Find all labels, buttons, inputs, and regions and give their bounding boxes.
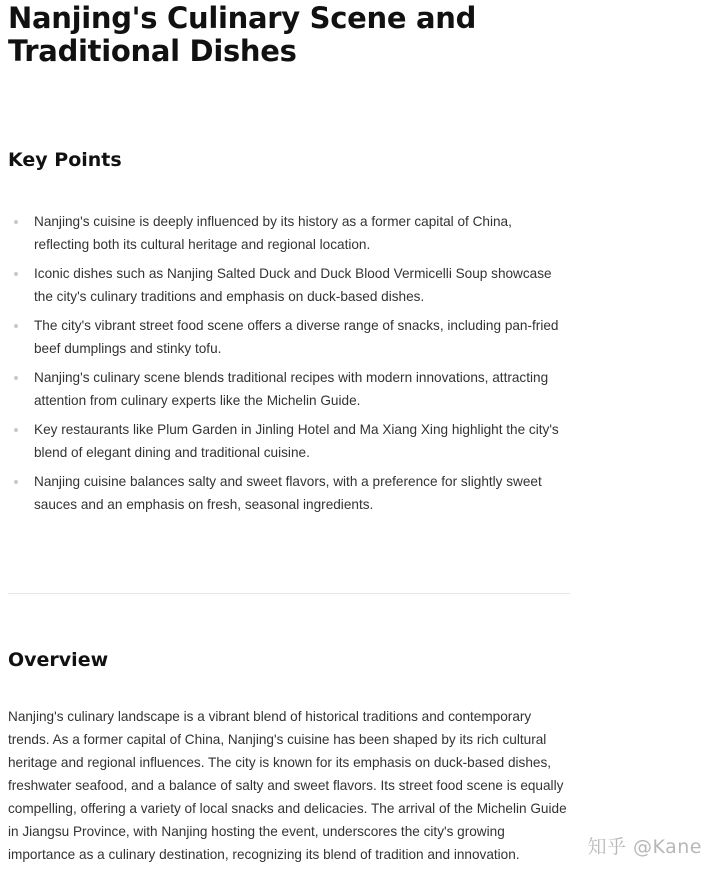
list-item-text: The city's vibrant street food scene offers a diverse range of snacks, including pan-fried beef dumplings and stinky tofu. <box>34 318 559 356</box>
page-title: Nanjing's Culinary Scene and Traditional Dishes <box>8 1 477 68</box>
section-divider <box>8 593 570 594</box>
overview-paragraph: Nanjing's culinary landscape is a vibrant blend of historical traditions and contemporary trends. As a former capital of China, Nanjing's cuisine has been shaped by its rich cultural heritage and regional influences. The city is known for its emphasis on duck-based dishes, freshwater seafood, and a balance of salty and sweet flavors. Its street food scene is equally compelling, offering a variety of local snacks and delicacies. The arrival of the Michelin Guide in Jiangsu Province, with Nanjing hosting the event, underscores the city's growing importance as a culinary destination, recognizing its blend of tradition and innovation. <box>8 709 567 862</box>
bullet-dot-icon <box>14 480 18 484</box>
list-item-text: Nanjing's cuisine is deeply influenced by its history as a former capital of China, reflecting both its cultural heritage and regional location. <box>34 214 512 252</box>
bullet-dot-icon <box>14 324 18 328</box>
list-item <box>8 314 570 360</box>
list-item <box>8 470 570 516</box>
key-points-list <box>8 210 570 522</box>
bullet-dot-icon <box>14 220 18 224</box>
bullet-dot-icon <box>14 272 18 276</box>
watermark: 知乎 @Kane <box>587 836 702 858</box>
list-item-text: Nanjing cuisine balances salty and sweet flavors, with a preference for slightly sweet sauces and an emphasis on fresh, seasonal ingredients. <box>34 474 542 512</box>
bullet-dot-icon <box>14 376 18 380</box>
list-item <box>8 418 570 464</box>
list-item-text: Nanjing's culinary scene blends traditional recipes with modern innovations, attracting attention from culinary experts like the Michelin Guide. <box>34 370 549 408</box>
bullet-dot-icon <box>14 428 18 432</box>
list-item-text: Key restaurants like Plum Garden in Jinling Hotel and Ma Xiang Xing highlight the city's blend of elegant dining and traditional cuisine. <box>34 422 559 460</box>
list-item <box>8 262 570 308</box>
list-item-text: Iconic dishes such as Nanjing Salted Duck and Duck Blood Vermicelli Soup showcase the city's culinary traditions and emphasis on duck-based dishes. <box>34 266 552 304</box>
article <box>8 0 570 862</box>
list-item <box>8 366 570 412</box>
key-points-heading: Key Points <box>8 149 122 171</box>
overview-heading: Overview <box>8 649 109 671</box>
list-item <box>8 210 570 256</box>
